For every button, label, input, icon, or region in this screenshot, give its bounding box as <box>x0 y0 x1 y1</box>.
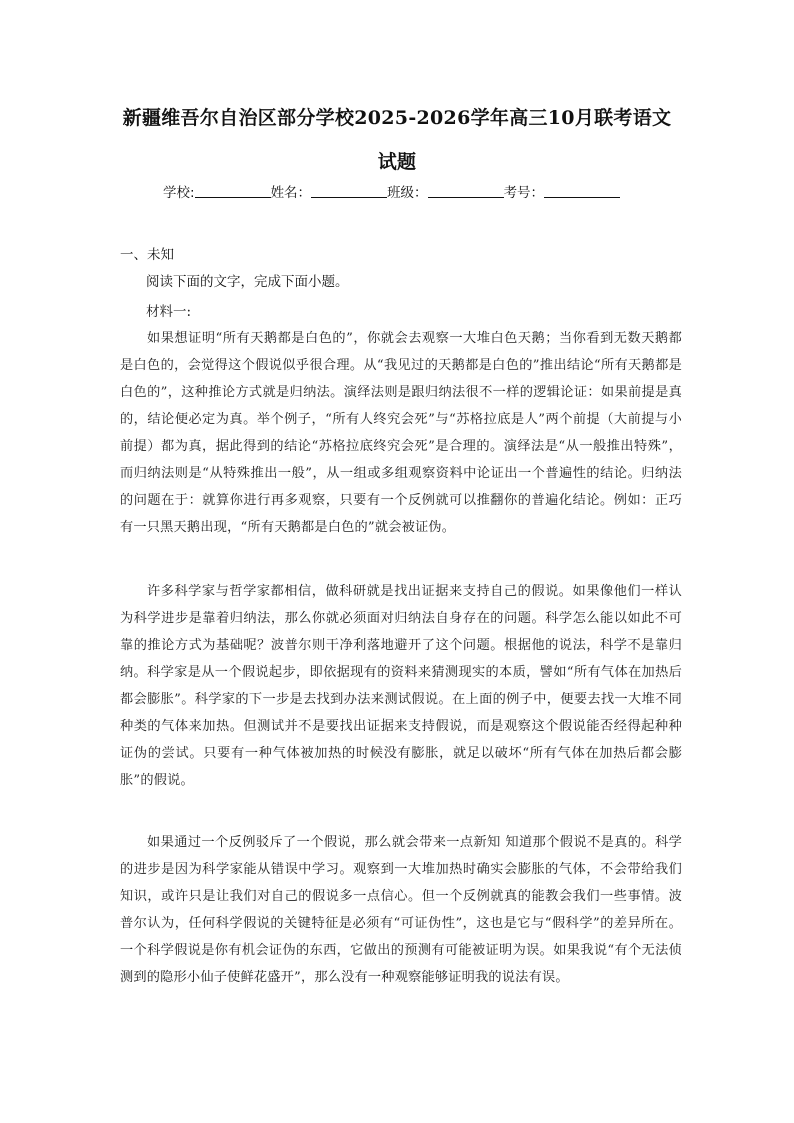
class-blank[interactable] <box>428 184 504 198</box>
material-label: 材料一: <box>146 304 192 320</box>
document-title-continued: 试题 <box>377 151 417 173</box>
paragraph-3: 如果通过一个反例驳斥了一个假说，那么就会带来一点新知 知道那个假说不是真的。科学的进步是因为科学家能从错误中学习。观察到一大堆加热时确实会膨胀的气体，不会带给我们知识，或许只是让我们对自己的假说多一点信心。但一个反例就真的能教会我们一些事情。波普尔认为，任何科学假说的关键特征是必须有“可证伪性”，这也是它与“假科学”的差异所在。一个科学假说是你有机会证伪的东西，它做出的预测有可能被证明为误。如果我说“有个无法侦测到的隐形小仙子使鲜花盛开”，那么没有一种观察能够证明我的说法有误。 <box>120 835 682 985</box>
student-info-line <box>163 181 620 201</box>
name-blank[interactable] <box>311 184 387 198</box>
section-heading: 一、未知 <box>120 247 174 263</box>
school-label: 学校: <box>163 185 195 201</box>
document-title: 新疆维吾尔自治区部分学校2025-2026学年高三10月联考语文 <box>122 107 672 129</box>
reading-instruction: 阅读下面的文字，完成下面小题。 <box>146 274 349 290</box>
name-label: 姓名： <box>270 185 312 201</box>
exam-number-blank[interactable] <box>544 184 620 198</box>
exam-number-label: 考号： <box>503 185 545 201</box>
paragraph-1: 如果想证明“所有天鹅都是白色的”，你就会去观察一大堆白色天鹅；当你看到无数天鹅都是白色的，会觉得这个假说似乎很合理。从“我见过的天鹅都是白色的”推出结论“所有天鹅都是白色的”，这种推论方式就是归纳法。演绎法则是跟归纳法很不一样的逻辑论证：如果前提是真的，结论便必定为真。举个例子，“所有人终究会死”与“苏格拉底是人”两个前提（大前提与小前提）都为真，据此得到的结论“苏格拉底终究会死”是合理的。演绎法是“从一般推出特殊”，而归纳法则是“从特殊推出一般”，从一组或多组观察资料中论证出一个普遍性的结论。归纳法的问题在于：就算你进行再多观察，只要有一个反例就可以推翻你的普遍化结论。例如：正巧有一只黑天鹅出现，“所有天鹅都是白色的”就会被证伪。 <box>120 331 682 535</box>
paragraph-2: 许多科学家与哲学家都相信，做科研就是找出证据来支持自己的假说。如果像他们一样认为科学进步是靠着归纳法，那么你就必须面对归纳法自身存在的问题。科学怎么能以如此不可靠的推论方式为基础呢？波普尔则干净利落地避开了这个问题。根据他的说法，科学不是靠归纳。科学家是从一个假说起步，即依据现有的资料来猜测现实的本质，譬如“所有气体在加热后都会膨胀”。科学家的下一步是去找到办法来测试假说。在上面的例子中，便要去找一大堆不同种类的气体来加热。但测试并不是要找出证据来支持假说，而是观察这个假说能否经得起种种证伪的尝试。只要有一种气体被加热的时候没有膨胀，就足以破坏“所有气体在加热后都会膨胀”的假说。 <box>120 584 682 788</box>
school-blank[interactable] <box>195 184 271 198</box>
class-label: 班级： <box>387 185 428 201</box>
